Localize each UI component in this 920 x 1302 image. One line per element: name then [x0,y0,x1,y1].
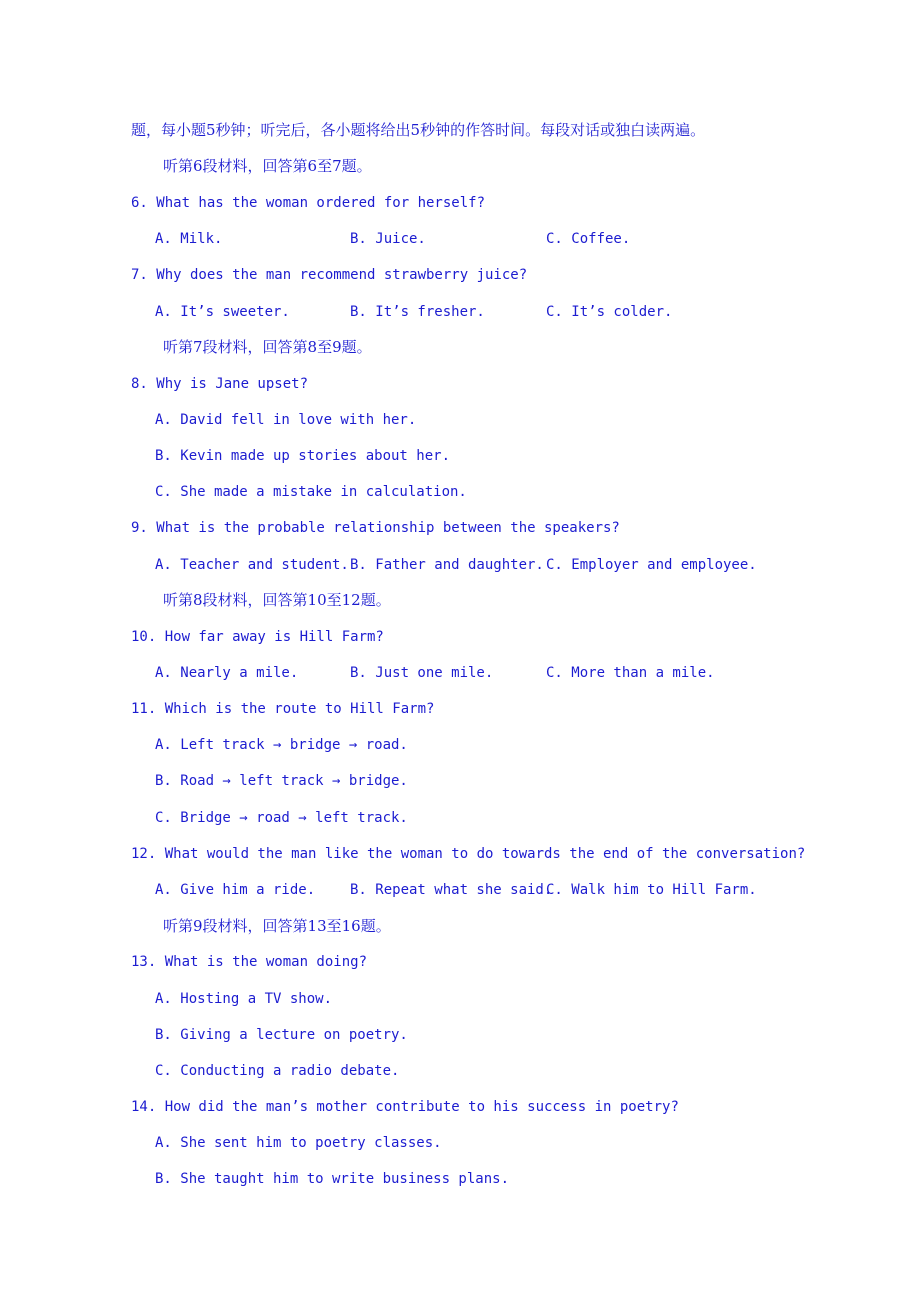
q13-option-b: B. Giving a lecture on poetry. [155,1027,408,1043]
question-7: 7. Why does the man recommend strawberry juice? [131,267,528,283]
q8-option-c: C. She made a mistake in calculation. [155,484,467,500]
section-heading-6: 听第6段材料，回答第6至7题。 [163,157,372,175]
question-14: 14. How did the man’s mother contribute to his success in poetry? [131,1099,679,1115]
q10-option-b: B. Just one mile. [350,665,494,681]
q14-option-b: B. She taught him to write business plans. [155,1171,510,1187]
section-heading-8: 听第8段材料，回答第10至12题。 [163,591,391,609]
q7-option-a: A. It’s sweeter. [155,304,290,320]
question-8: 8. Why is Jane upset? [131,376,309,392]
question-10: 10. How far away is Hill Farm? [131,629,384,645]
q7-option-c: C. It’s colder. [546,304,673,320]
q14-option-a: A. She sent him to poetry classes. [155,1135,442,1151]
q11-option-a: A. Left track → bridge → road. [155,737,408,753]
q8-option-b: B. Kevin made up stories about her. [155,448,451,464]
instructions-text: 题，每小题5秒钟；听完后，各小题将给出5秒钟的作答时间。每段对话或独白读两遍。 [131,121,706,139]
question-9: 9. What is the probable relationship between the speakers? [131,520,620,536]
q11-option-c: C. Bridge → road → left track. [155,810,408,826]
section-heading-9: 听第9段材料，回答第13至16题。 [163,917,391,935]
question-12: 12. What would the man like the woman to do towards the end of the conversation? [131,846,806,862]
q9-option-a: A. Teacher and student. [155,557,349,573]
q13-option-c: C. Conducting a radio debate. [155,1063,400,1079]
q6-option-b: B. Juice. [350,231,426,247]
q12-option-b: B. Repeat what she said. [350,882,553,898]
q10-option-a: A. Nearly a mile. [155,665,299,681]
question-13: 13. What is the woman doing? [131,954,368,970]
q10-option-c: C. More than a mile. [546,665,715,681]
q12-option-a: A. Give him a ride. [155,882,316,898]
section-heading-7: 听第7段材料，回答第8至9题。 [163,338,372,356]
q11-option-b: B. Road → left track → bridge. [155,773,408,789]
question-6: 6. What has the woman ordered for herself? [131,195,486,211]
question-11: 11. Which is the route to Hill Farm? [131,701,435,717]
q12-option-c: C. Walk him to Hill Farm. [546,882,757,898]
q9-option-b: B. Father and daughter. [350,557,544,573]
q6-option-a: A. Milk. [155,231,223,247]
q13-option-a: A. Hosting a TV show. [155,991,333,1007]
q6-option-c: C. Coffee. [546,231,631,247]
q7-option-b: B. It’s fresher. [350,304,485,320]
q8-option-a: A. David fell in love with her. [155,412,417,428]
q9-option-c: C. Employer and employee. [546,557,757,573]
